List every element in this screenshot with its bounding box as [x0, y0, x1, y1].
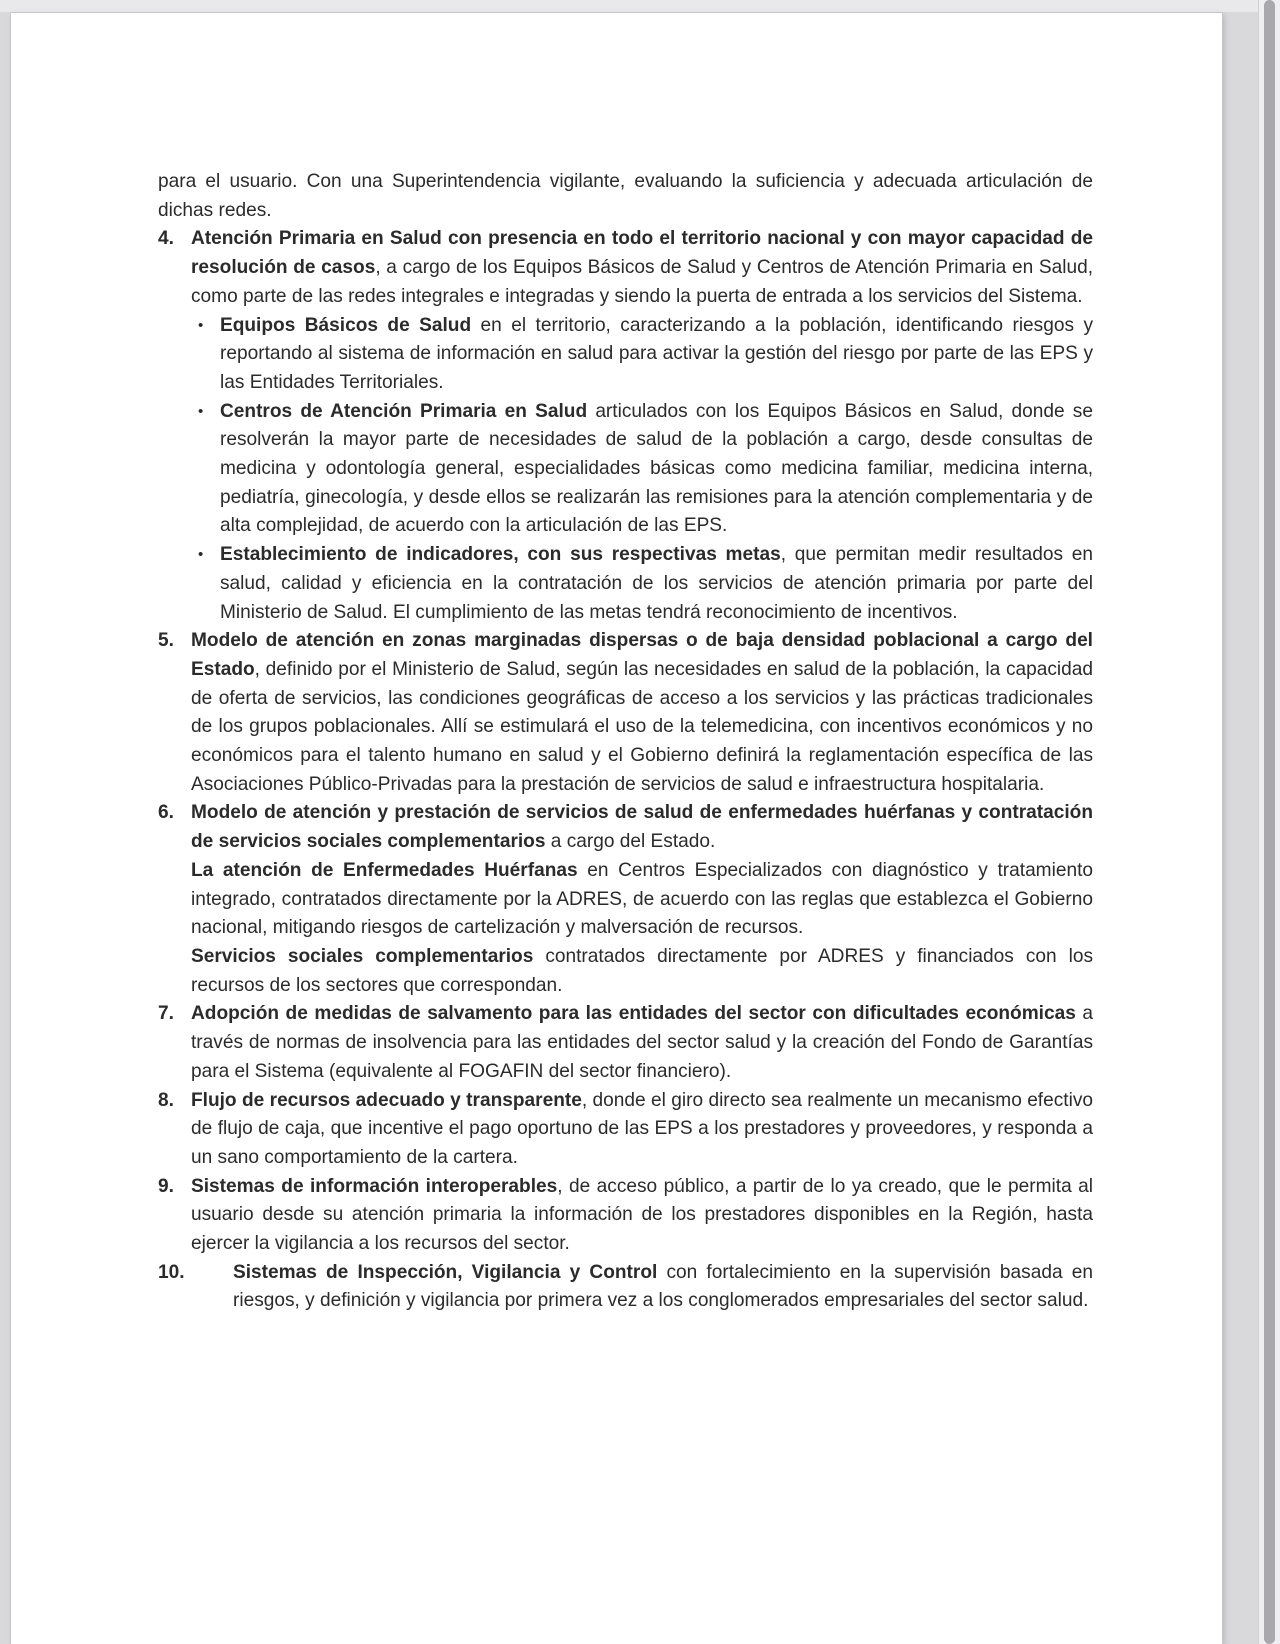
numbered-list-item — [158, 627, 1093, 799]
text-run: , que permitan medir resultados en salud, calidad y eficiencia en la contratación de los servicios de atención primaria por parte del Ministerio de Salud. El cumplimiento de las metas tendrá reconocimiento de incentivos. — [220, 544, 1093, 623]
text-run: , de acceso público, a partir de lo ya creado, que le permita al usuario desde su atención primaria la información de los prestadores disponibles en la Región, hasta ejercer la vigilancia a los recursos del sector. — [191, 1175, 1093, 1255]
document-page — [11, 13, 1222, 1644]
text-run: articulados con los Equipos Básicos en Salud, donde se resolverán la mayor parte de necesidades de salud de la población a cargo, desde consultas de medicina y odontología general, especialidades básicas como medicina familiar, medicina interna, pediatría, ginecología, y desde ellos se realizarán las remisiones para la atención complementaria y de alta complejidad, de acuerdo con la articulación de las EPS. — [220, 400, 1093, 537]
text-run-bold: Sistemas de Inspección, Vigilancia y Control — [233, 1261, 658, 1283]
bulleted-list-item — [158, 398, 1093, 542]
list-item-number: 5. — [158, 630, 174, 652]
text-run: , definido por el Ministerio de Salud, según las necesidades en salud de la población, la capacidad de oferta de servicios, las condiciones geográficas de acceso a los servicios y las prácticas tradicionales de los grupos poblacionales. Allí se estimulará el uso de la telemedicina, con incentivos económicos y no económicos para el talento humano en salud y el Gobierno definirá la reglamentación específica de las Asociaciones Público-Privadas para la prestación de servicios de salud e infraestructura hospitalaria. — [191, 658, 1093, 795]
bullet-icon: • — [198, 402, 204, 420]
body-paragraph — [158, 168, 1093, 225]
document-text-body — [158, 168, 1093, 1316]
text-run-bold: Adopción de medidas de salvamento para las entidades del sector con dificultades económicas — [191, 1003, 1076, 1025]
text-run-bold: Equipos Básicos de Salud — [220, 314, 472, 336]
paragraph-text — [191, 630, 1093, 795]
paragraph-text — [191, 860, 1093, 938]
numbered-list-item — [158, 799, 1093, 856]
paragraph-text — [220, 315, 1093, 393]
paragraph-text — [191, 228, 1093, 306]
paragraph-text — [191, 1003, 1093, 1081]
paragraph-text — [191, 946, 1093, 996]
text-run-bold: Establecimiento de indicadores, con sus respectivas metas — [220, 544, 781, 566]
paragraph-text — [220, 401, 1093, 537]
list-item-number: 8. — [158, 1089, 174, 1111]
bulleted-list-item — [158, 541, 1093, 627]
text-run-bold: Atención Primaria en Salud con presencia en todo el territorio nacional y con mayor capacidad de resolución de casos — [191, 228, 1093, 279]
list-item-number: 6. — [158, 802, 174, 824]
list-item-number: 10. — [158, 1261, 185, 1283]
numbered-list-item — [158, 1000, 1093, 1086]
body-paragraph — [158, 857, 1093, 943]
text-run: a cargo del Estado. — [545, 831, 716, 853]
text-run-bold: Centros de Atención Primaria en Salud — [220, 400, 588, 422]
body-paragraph — [158, 943, 1093, 1000]
text-run: para el usuario. Con una Superintendencia vigilante, evaluando la suficiencia y adecuada articulación de dichas redes. — [158, 171, 1093, 221]
numbered-list-item — [158, 1173, 1093, 1259]
vertical-scrollbar[interactable] — [1258, 0, 1280, 1644]
paragraph-text — [191, 1090, 1093, 1168]
text-run-bold: Modelo de atención y prestación de servicios de salud de enfermedades huérfanas y contratación de servicios sociales complementarios — [191, 802, 1093, 853]
bullet-icon: • — [198, 546, 204, 564]
paragraph-text — [191, 1176, 1093, 1254]
numbered-list-item — [158, 1087, 1093, 1173]
list-item-number: 4. — [158, 228, 174, 250]
bulleted-list-item — [158, 312, 1093, 398]
text-run: con fortalecimiento en la supervisión basada en riesgos, y definición y vigilancia por primera vez a los conglomerados empresariales del sector salud. — [233, 1261, 1093, 1312]
viewer-top-strip — [0, 0, 1280, 12]
text-run: en el territorio, caracterizando a la población, identificando riesgos y reportando al sistema de información en salud para activar la gestión del riesgo por parte de las EPS y las Entidades Territoriales. — [220, 314, 1093, 393]
paragraph-text — [158, 171, 1093, 221]
text-run-bold: Sistemas de información interoperables — [191, 1175, 558, 1197]
text-run: en Centros Especializados con diagnóstico y tratamiento integrado, contratados directamente por la ADRES, de acuerdo con las reglas que establezca el Gobierno nacional, mitigando riesgos de cartelización y malversación de recursos. — [191, 859, 1093, 939]
text-run-bold: La atención de Enfermedades Huérfanas — [191, 859, 578, 881]
text-run-bold: Modelo de atención en zonas marginadas dispersas o de baja densidad poblacional a cargo del Estado — [191, 630, 1093, 680]
text-run-bold: Servicios sociales complementarios — [191, 945, 534, 967]
numbered-list-item — [158, 1259, 1093, 1316]
numbered-list-item — [158, 225, 1093, 311]
paragraph-text — [220, 544, 1093, 622]
bullet-icon: • — [198, 316, 204, 334]
text-run: , a cargo de los Equipos Básicos de Salud y Centros de Atención Primaria en Salud, como parte de las redes integrales e integradas y siendo la puerta de entrada a los servicios del Sistema. — [191, 257, 1093, 307]
vertical-scrollbar-thumb[interactable] — [1264, 0, 1275, 1644]
paragraph-text — [233, 1262, 1093, 1312]
list-item-number: 7. — [158, 1003, 174, 1025]
text-run: a través de normas de insolvencia para las entidades del sector salud y la creación del Fondo de Garantías para el Sistema (equivalente al FOGAFIN del sector financiero). — [191, 1003, 1093, 1082]
text-run: contratados directamente por ADRES y financiados con los recursos de los sectores que correspondan. — [191, 945, 1093, 996]
paragraph-text — [191, 802, 1093, 852]
list-item-number: 9. — [158, 1175, 174, 1197]
text-run: , donde el giro directo sea realmente un mecanismo efectivo de flujo de caja, que incentive el pago oportuno de las EPS a los prestadores y proveedores, y responda a un sano comportamiento de la cartera. — [191, 1089, 1093, 1168]
text-run-bold: Flujo de recursos adecuado y transparente — [191, 1089, 582, 1111]
